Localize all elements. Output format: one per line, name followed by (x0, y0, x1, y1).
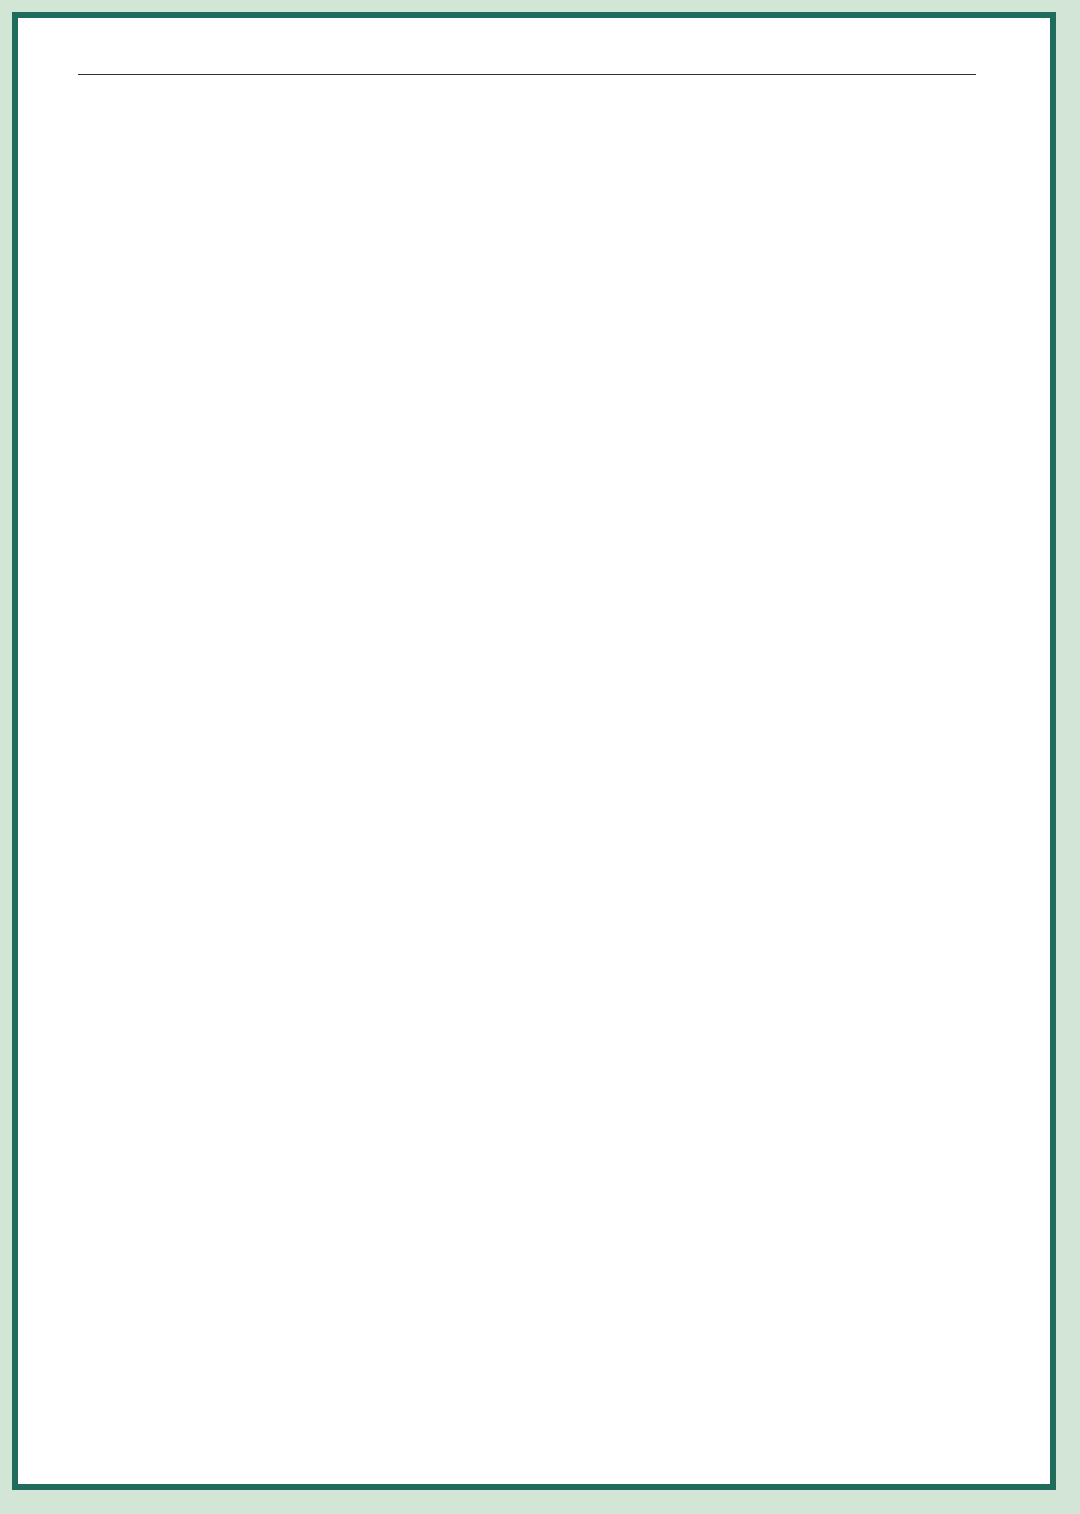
page-frame (12, 12, 1056, 1490)
header-divider (78, 74, 976, 75)
